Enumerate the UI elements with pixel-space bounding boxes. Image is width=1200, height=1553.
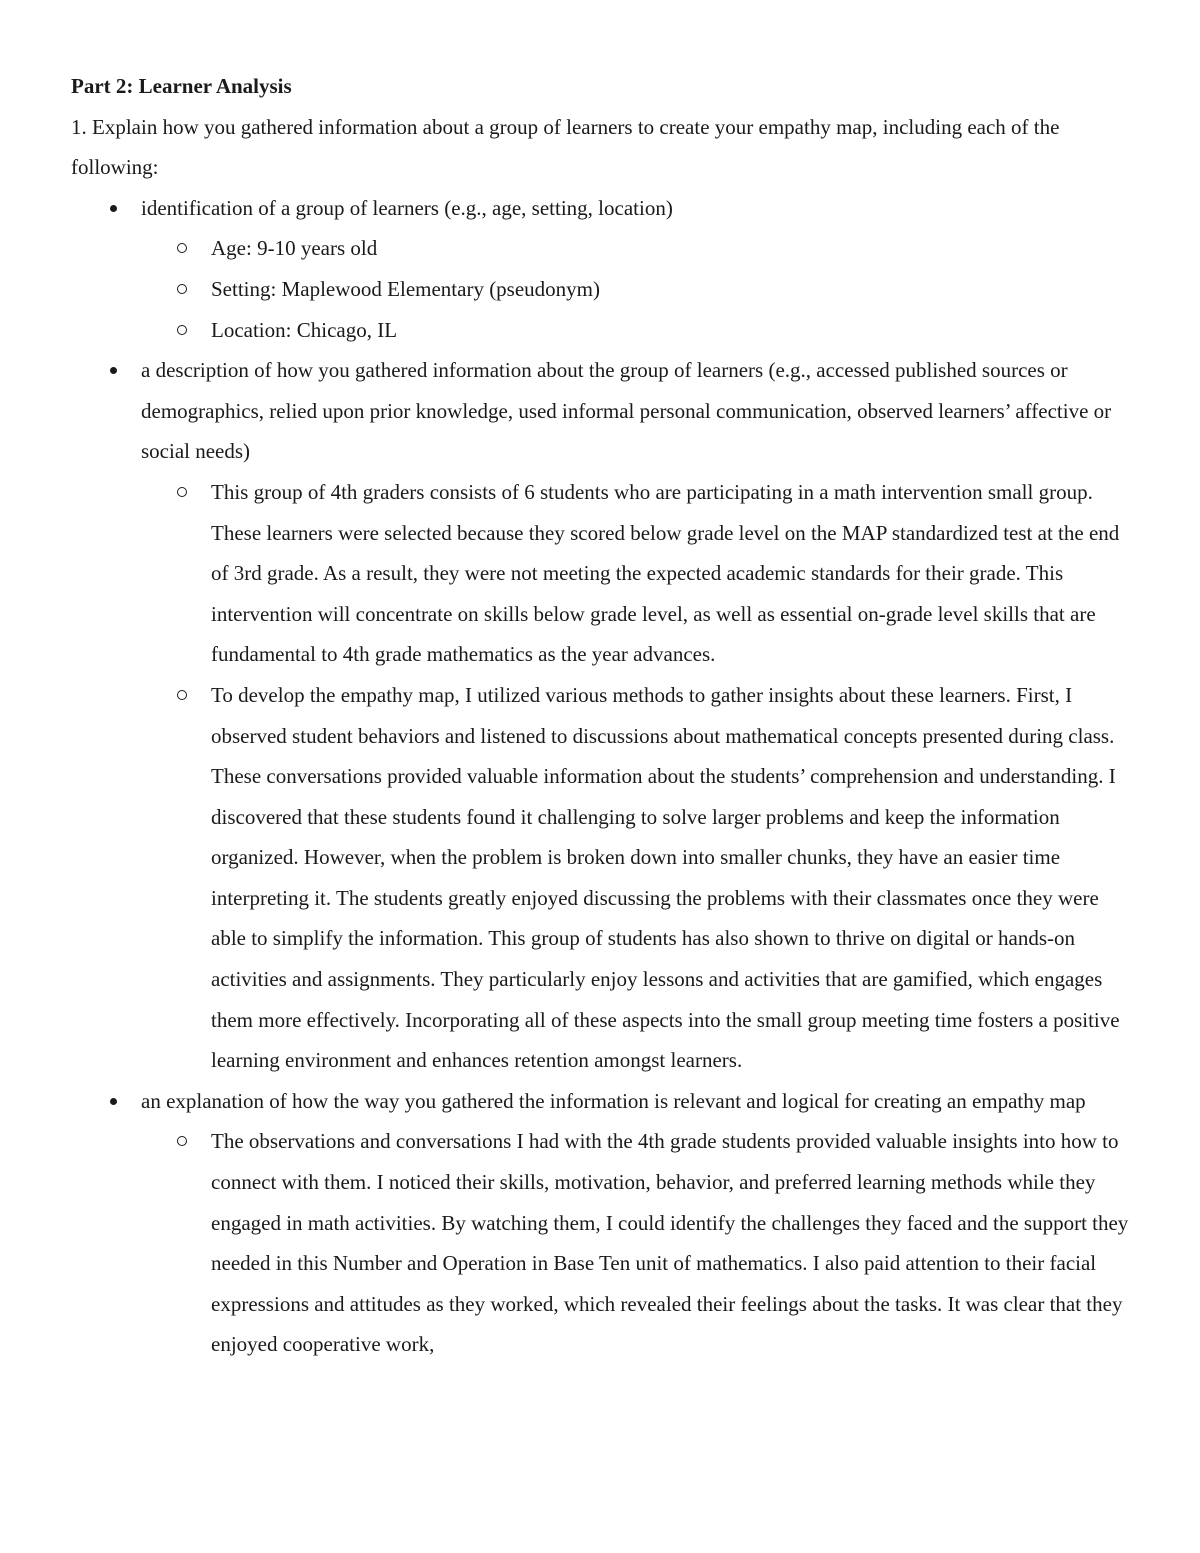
document-content [71, 66, 1136, 1365]
response-list [141, 1121, 1136, 1365]
bullet-dot-icon [110, 205, 117, 212]
bullet-circle-icon [177, 243, 187, 253]
bullet-circle-icon [177, 487, 187, 497]
requirement-text: an explanation of how the way you gathered the information is relevant and logical for creating an empathy map [141, 1088, 1086, 1113]
bullet-circle-icon [177, 284, 187, 294]
response-item [141, 675, 1136, 1081]
requirement-item [71, 1081, 1136, 1365]
requirements-list [71, 188, 1136, 1365]
response-list [141, 228, 1136, 350]
bullet-circle-icon [177, 325, 187, 335]
response-list [141, 472, 1136, 1081]
section-heading: Part 2: Learner Analysis [71, 74, 292, 98]
requirement-text: identification of a group of learners (e.g., age, setting, location) [141, 195, 673, 220]
response-text: Age: 9-10 years old [211, 236, 378, 261]
response-text: The observations and conversations I had with the 4th grade students provided valuable insights into how to connect with them. I noticed their skills, motivation, behavior, and preferred learning methods while they engaged in math activities. By watching them, I could identify the challenges they faced and the support they needed in this Number and Operation in Base Ten unit of mathematics. I also paid attention to their facial expressions and attitudes as they worked, which revealed their feelings about the tasks. It was clear that they enjoyed cooperative work, [211, 1129, 1129, 1357]
bullet-circle-icon [177, 690, 187, 700]
response-text: Location: Chicago, IL [211, 317, 398, 342]
response-item [141, 310, 1136, 351]
question-text: 1. Explain how you gathered information about a group of learners to create your empathy map, including each of the following: [71, 114, 1060, 180]
response-item [141, 228, 1136, 269]
response-text: This group of 4th graders consists of 6 students who are participating in a math intervention small group. These learners were selected because they scored below grade level on the MAP standardized test at the end of 3rd grade. As a result, they were not meeting the expected academic standards for their grade. This intervention will concentrate on skills below grade level, as well as essential on-grade level skills that are fundamental to 4th grade mathematics as the year advances. [211, 479, 1120, 667]
bullet-circle-icon [177, 1136, 187, 1146]
bullet-dot-icon [110, 1098, 117, 1105]
response-text: To develop the empathy map, I utilized various methods to gather insights about these learners. First, I observed student behaviors and listened to discussions about mathematical concepts presented during class. These conversations provided valuable information about the students’ comprehension and understanding. I discovered that these students found it challenging to solve larger problems and keep the information organized. However, when the problem is broken down into smaller chunks, they have an easier time interpreting it. The students greatly enjoyed discussing the problems with their classmates once they were able to simplify the information. This group of students has also shown to thrive on digital or hands-on activities and assignments. They particularly enjoy lessons and activities that are gamified, which engages them more effectively. Incorporating all of these aspects into the small group meeting time fosters a positive learning environment and enhances retention amongst learners. [211, 682, 1120, 1073]
requirement-item [71, 188, 1136, 350]
requirement-item [71, 350, 1136, 1081]
requirement-text: a description of how you gathered information about the group of learners (e.g., accessed published sources or demographics, relied upon prior knowledge, used informal personal communication, observed learners’ affective or social needs) [141, 358, 1112, 464]
response-item [141, 1121, 1136, 1365]
bullet-dot-icon [110, 367, 117, 374]
response-item [141, 472, 1136, 675]
response-text: Setting: Maplewood Elementary (pseudonym) [211, 276, 601, 301]
response-item [141, 269, 1136, 310]
